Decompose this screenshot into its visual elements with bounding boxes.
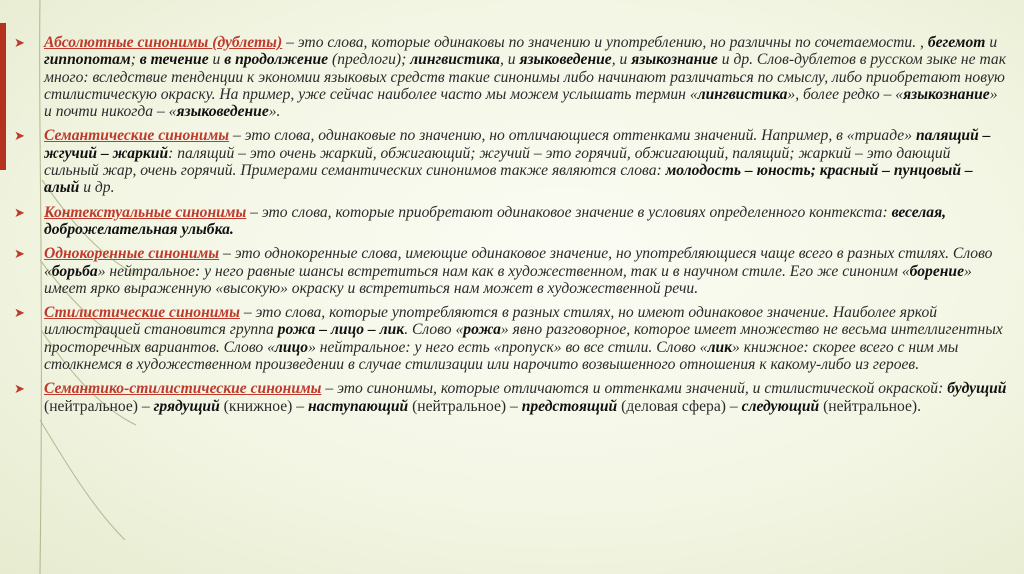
list-item: ➤ Абсолютные синонимы (дублеты) – это слова, которые одинаковы по значению и употреблению, но различны по сочетаемости. , бегемот и гиппопотам; в течение и в продолжение (предлоги); лингвистика, и языковедение, и языкознание и др. Слов-дублетов в русском зыке не так много: вследствие тенденции к экономии языковых средств такие синонимы либо начинают различаться по смыслу, либо приобретают новую стилистическую окраску. На пример, уже сейчас наиболее часто мы можем услышать термин «лингвистика», более редко – «языкознание» и почти никогда – «языковедение».: [14, 34, 1006, 121]
triangle-right-icon: ➤: [14, 204, 25, 220]
list-item: ➤ Семантические синонимы – это слова, одинаковые по значению, но отличающиеся оттенками значений. Например, в «триаде» палящий – жгучий – жаркий: палящий – это очень жаркий, обжигающий; жгучий – это горячий, обжигающий, палящий; жаркий – это дающий сильный жар, очень горячий. Примерами семантических синонимов также являются слова: молодость – юность; красный – пунцовый – алый и др.: [14, 127, 991, 197]
term-heading: Семантико-стилистические синонимы: [44, 380, 322, 398]
triangle-right-icon: ➤: [14, 35, 25, 50]
term-heading: Абсолютные синонимы (дублеты): [44, 34, 283, 51]
triangle-right-icon: ➤: [14, 246, 25, 262]
slide-content: [14, 34, 1008, 422]
term-heading: Семантические синонимы: [44, 127, 230, 145]
list-item: ➤ Стилистические синонимы – это слова, которые употребляются в разных стилях, но имеют одинаковое значение. Наиболее яркой иллюстрацией становится группа рожа – лицо – лик. Слово «рожа» явно разговорное, которое имеет множество не весьма интеллигентных просторечных вариантов. Слово «лицо» нейтральное: у него есть «пропуск» во все стили. Слово «лик» книжное: скорее всего с ним мы столкнемся в художественном произведении в случае стилизации или нарочито возвышенного отношения к какому-либо из героев.: [14, 304, 1003, 374]
term-heading: Стилистические синонимы: [44, 304, 240, 322]
term-heading: Контекстуальные синонимы: [44, 203, 247, 221]
list-item: ➤ Однокоренные синонимы – это однокоренные слова, имеющие одинаковое значение, но употребляющиеся чаще всего в разных стилях. Слово «борьба» нейтральное: у него равные шансы встретиться нам как в художественном, так и в научном стиле. Его же синоним «борение» имеет ярко выраженную «высокую» окраску и встретиться нам может в художественной речи.: [14, 245, 993, 297]
term-heading: Однокоренные синонимы: [44, 245, 220, 263]
triangle-right-icon: ➤: [14, 381, 25, 397]
triangle-right-icon: ➤: [14, 305, 25, 321]
list-item: ➤ Семантико-стилистические синонимы – это синонимы, которые отличаются и оттенками значений, и стилистической окраской: будущий (нейтральное) – грядущий (книжное) – наступающий (нейтральное) – предстоящий (деловая сфера) – следующий (нейтральное).: [14, 380, 1007, 415]
list-item: ➤ Контекстуальные синонимы – это слова, которые приобретают одинаковое значение в условиях определенного контекста: веселая, доброжелательная улыбка.: [14, 203, 947, 238]
triangle-right-icon: ➤: [14, 128, 25, 144]
